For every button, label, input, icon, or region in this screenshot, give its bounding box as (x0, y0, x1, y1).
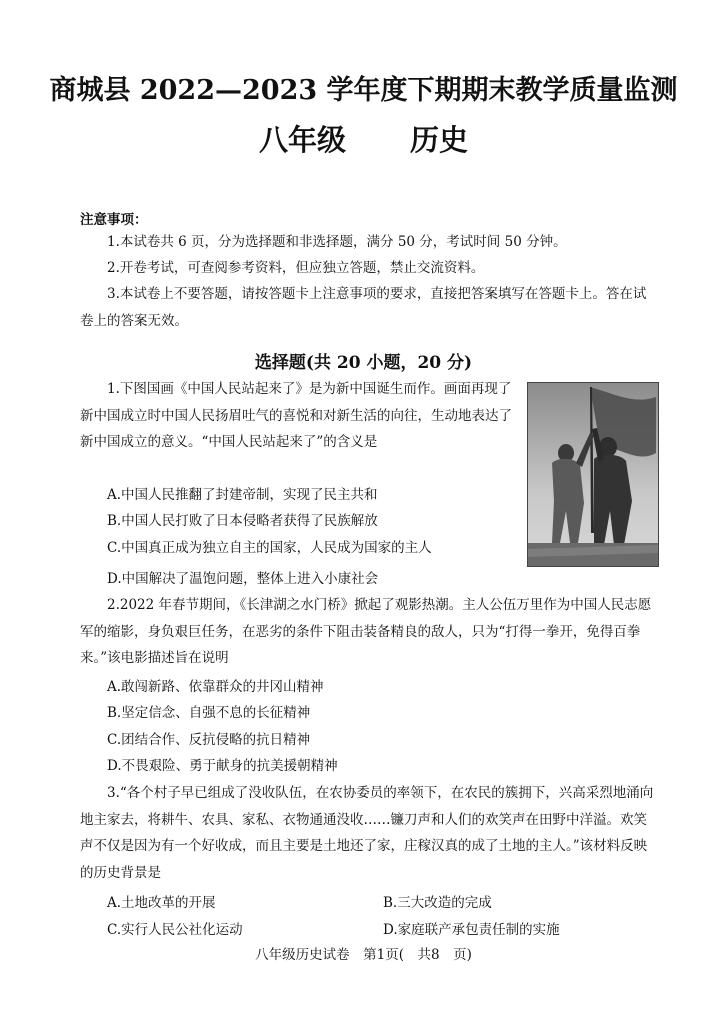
question-option: C.中国真正成为独立自主的国家，人民成为国家的主人 (107, 540, 432, 556)
question-option: D.中国解决了温饱问题，整体上进入小康社会 (107, 571, 379, 587)
question-option: D.不畏艰险、勇于献身的抗美援朝精神 (107, 758, 338, 774)
figure-right-body (594, 455, 632, 545)
question-option: A.敢闯新路、依靠群众的井冈山精神 (107, 679, 324, 695)
exam-subtitle (0, 118, 727, 159)
people-stand-up-painting (528, 383, 658, 566)
notice-item: 1.本试卷共 6 页，分为选择题和非选择题，满分 50 分，考试时间 50 分钟。 (107, 234, 567, 250)
question-option: C.团结合作、反抗侵略的抗日精神 (107, 732, 311, 748)
question-option: B.三大改造的完成 (383, 895, 492, 911)
question-stem: 3.“各个村子早已组成了没收队伍，在农协委员的率领下，在农民的簇拥下，兴高采烈地涌向地主家去，将耕牛、农具、家私、衣物通通没收……镰刀声和人们的欢笑声在田野中洋溢。欢笑声不仅是因为有一个好收成，而且主要是土地还了家，庄稼汉真的成了土地的主人。”该材料反映的历史背景是 (80, 785, 654, 881)
exam-title: 商城县 2022—2023 学年度下期期末教学质量监测 (49, 75, 678, 106)
notice-item: 3.本试卷上不要答题，请按答题卡上注意事项的要求，直接把答案填写在答题卡上。答在试卷上的答案无效。 (80, 286, 647, 329)
question-option: D.家庭联产承包责任制的实施 (383, 922, 560, 938)
question-option: A.中国人民推翻了封建帝制，实现了民主共和 (107, 487, 378, 503)
question-option: B.坚定信念、自强不息的长征精神 (107, 705, 311, 721)
question-stem: 2.2022 年春节期间，《长津湖之水门桥》掀起了观影热潮。主人公伍万里作为中国人民志愿军的缩影，身负艰巨任务，在恶劣的条件下阻击装备精良的敌人，只为“打得一拳开，免得百拳来。”该电影描述旨在说明 (80, 597, 652, 666)
page-footer: 八年级历史试卷 第1页( 共8 页) (255, 947, 472, 963)
notice-heading: 注意事项： (80, 212, 148, 228)
question-option: B.中国人民打败了日本侵略者获得了民族解放 (107, 513, 378, 529)
poster-image (527, 382, 659, 567)
question-stem: 1.下图国画《中国人民站起来了》是为新中国诞生而作。画面再现了新中国成立时中国人民扬眉吐气的喜悦和对新生活的向往，生动地表达了新中国成立的意义。“中国人民站起来了”的含义是 (80, 381, 512, 450)
section-title: 选择题(共 20 小题，20 分) (254, 353, 473, 373)
question-option: A.土地改革的开展 (107, 895, 216, 911)
question-option: C.实行人民公社化运动 (107, 922, 243, 938)
grade-label: 八年级 (258, 123, 346, 157)
subject-label: 历史 (410, 123, 469, 157)
notice-item: 2.开卷考试，可查阅参考资料，但应独立答题，禁止交流资料。 (107, 260, 485, 276)
